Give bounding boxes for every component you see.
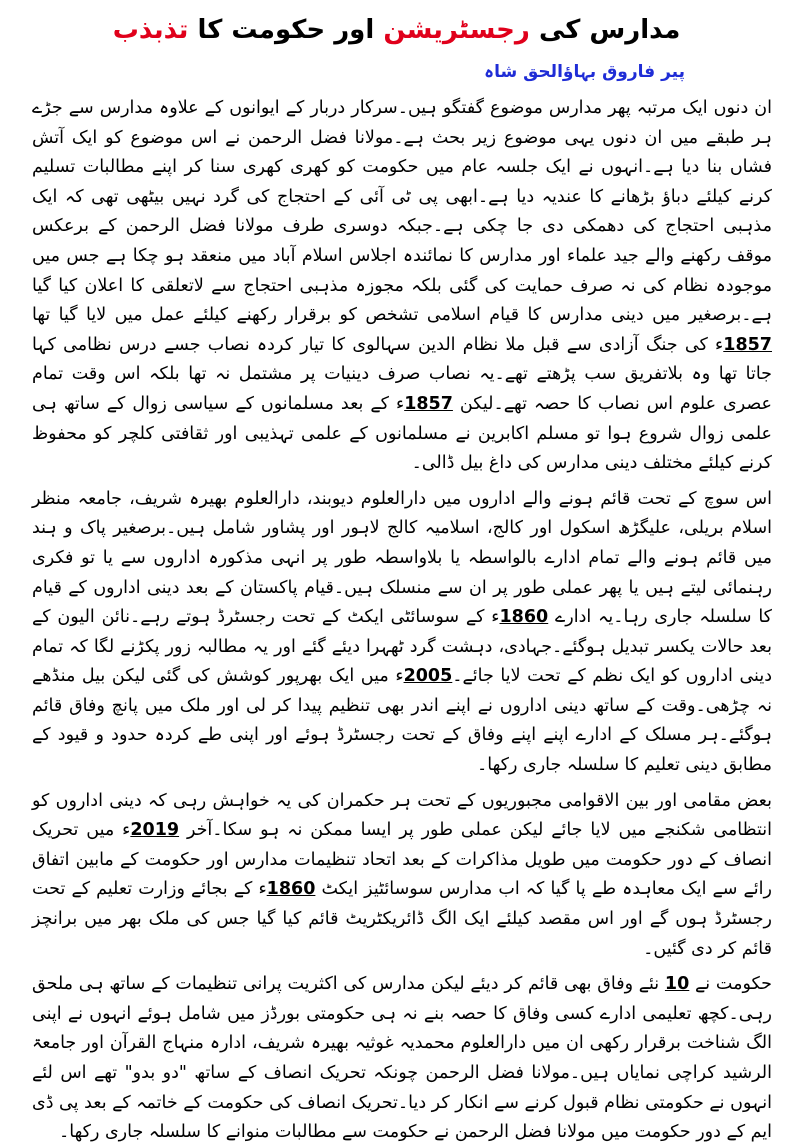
year-number: 1857 xyxy=(404,393,453,414)
author-byline: پیر فاروق بہاؤالحق شاہ xyxy=(484,62,685,82)
year-number: 1860 xyxy=(499,607,549,628)
article-body xyxy=(32,94,773,1143)
paragraph-text: ء کے بجائے وزارت تعلیم کے تحت رجسٹرڈ ہوں گے اور اس مقصد کیلئے ایک الگ ڈائریکٹریٹ قائم کیا گیا جس کی ملک بھر میں برانچز قائم کر دی گئیں۔ xyxy=(32,879,772,959)
paragraph-text: ء کے بعد مسلمانوں کے سیاسی زوال کے ساتھ ہی علمی زوال شروع ہوا تو مسلم اکابرین نے مسلمانوں کے علمی تہذیبی اور ثقافتی کلچر کو محفوظ کرنے کیلئے مختلف دینی مدارس کی داغ بیل ڈالی۔ xyxy=(32,393,772,474)
headline-part-dilemma: تذبذب xyxy=(112,15,189,45)
article-paragraph xyxy=(32,485,772,781)
year-number: 10 xyxy=(664,974,690,995)
paragraph-text: حکومت نے xyxy=(689,974,772,995)
paragraph-text: ء کی جنگ آزادی سے قبل ملا نظام الدین سہالوی کا تیار کردہ نصاب جسے درس نظامی کہا جاتا تھا وہ بلاتفریق سب پڑھتے تھے۔یہ نصاب صرف دینیات پر مشتمل نہ تھا بلکہ اس وقت تمام عصری علوم اس نصاب کا حصہ تھے۔لیکن xyxy=(32,334,772,414)
paragraph-text: ان دنوں ایک مرتبہ پھر مدارس موضوع گفتگو ہیں۔سرکار دربار کے ایوانوں کے علاوہ مدارس سے جڑے ہر طبقے میں ان دنوں یہی موضوع زیر بحث ہے۔مولانا فضل الرحمن نے اس موضوع کو ایک آتش فشاں بنا دیا ہے۔انہوں نے ایک جلسہ عام میں حکومت کو کھری کھری سنا کر اپنے مطالبات تسلیم کرنے کیلئے دباؤ بڑھانے کا عندیہ دیا ہے۔ابھی پی ٹی آئی کے احتجاج کی گرد نہیں بیٹھی تھی کہ ایک مذہبی احتجاج کی دھمکی دی جا چکی ہے۔جبکہ دوسری طرف مولانا فضل الرحمن کے برعکس موقف رکھنے والے جید علماء اور مدارس کا نمائندہ اجلاس اسلام آباد میں منعقد ہو چکا ہے جس میں موجودہ نظام کی نہ صرف حمایت کی گئی بلکہ مجوزہ مذہبی احتجاج سے لاتعلقی کا اعلان کیا گیا ہے۔برصغیر میں دینی مدارس کا قیام اسلامی تشخص کو برقرار رکھنے کیلئے عمل میں لایا گیا تھا xyxy=(32,98,772,326)
paragraph-text: ء میں تحریک انصاف کے دور حکومت میں طویل مذاکرات کے بعد اتحاد تنظیمات مدارس اور حکومت کے مابین اتفاق رائے سے ایک معاہدہ طے پا گیا کہ اب مدارس سوسائٹیز ایکٹ xyxy=(32,820,772,900)
year-number: 2019 xyxy=(130,820,180,841)
paragraph-text: اس سوچ کے تحت قائم ہونے والے اداروں میں دارالعلوم دیوبند، دارالعلوم بھیرہ شریف، جامعہ منظر اسلام بریلی، علیگڑھ اسکول اور کالج، اسلامیہ کالج لاہور اور پشاور شامل ہیں۔برصغیر پاک و ہند میں قائم ہونے والے تمام ادارے بالواسطہ یا بلاواسطہ طور پر انہی مذکورہ اداروں سے یا تو فکری رہنمائی لیتے ہیں یا پھر عملی طور پر ان سے منسلک ہیں۔قیام پاکستان کے بعد دینی اداروں کے قیام کا سلسلہ جاری رہا۔یہ ادارے xyxy=(32,488,773,628)
article-paragraph xyxy=(32,970,772,1148)
year-number: 2005 xyxy=(403,666,453,687)
paragraph-text: نئے وفاق بھی قائم کر دیئے لیکن مدارس کی اکثریت پرانی تنظیمات کے ساتھ ہی ملحق رہی۔کچھ تعلیمی ادارے کسی وفاق کا حصہ بنے نہ ہی حکومتی بورڈز میں شامل ہوئے انہوں نے اپنی الگ شناخت برقرار رکھی ان میں دارالعلوم محمدیہ غوثیہ بھیرہ شریف، ادارہ منہاج القرآن اور جامعۃ الرشید کراچی نمایاں ہیں۔مولانا فضل الرحمن چونکہ تحریک انصاف کے ساتھ "دو بدو" تھے اس لئے انہوں نے حکومتی نظام قبول کرنے سے انکار کر دیا۔تحریک انصاف کی حکومت کے خاتمہ کے بعد پی ڈی ایم کے دور حکومت میں مولانا فضل الرحمن نے حکومت سے مطالبات منوانے کا سلسلہ جاری رکھا۔ xyxy=(32,974,772,1143)
paragraph-text: ء کے سوسائٹی ایکٹ کے تحت رجسٹرڈ ہوتے رہے۔نائن الیون کے بعد حالات یکسر تبدیل ہوگئے۔جہادی، دہشت گرد ٹھہرا دیئے گئے اور یہ مطالبہ زور پکڑنے لگا کہ تمام دینی اداروں کو ایک نظم کے تحت لایا جائے۔ xyxy=(32,607,772,687)
article-paragraph xyxy=(32,787,772,965)
headline-part-1: مدارس کی xyxy=(529,15,681,45)
paragraph-text: ء میں ایک بھرپور کوشش کی گئی لیکن بیل منڈھے نہ چڑھی۔وقت کے ساتھ دینی اداروں نے اپنے اندر بھی تنظیم پیدا کر لی اور ملک میں پانچ وفاق قائم ہوگئے۔ہر مسلک کے ادارے اپنے اپنے وفاق کے تحت رجسٹرڈ ہوئے اور اپنی طے کردہ حدود و قیود کے مطابق دینی تعلیم کا سلسلہ جاری رکھا۔ xyxy=(32,666,772,776)
article-headline xyxy=(0,8,793,52)
paragraph-text: بعض مقامی اور بین الاقوامی مجبوریوں کے تحت ہر حکمران کی یہ خواہش رہی کہ دینی اداروں کو انتظامی شکنجے میں لایا جائے لیکن عملی طور پر ایسا ممکن نہ ہو سکا۔آخر xyxy=(32,790,773,841)
article-paragraph xyxy=(32,94,772,479)
year-number: 1857 xyxy=(723,334,772,355)
headline-part-registration: رجسٹریشن xyxy=(383,15,530,45)
year-number: 1860 xyxy=(266,879,316,900)
headline-part-3: اور حکومت کا xyxy=(188,15,384,45)
